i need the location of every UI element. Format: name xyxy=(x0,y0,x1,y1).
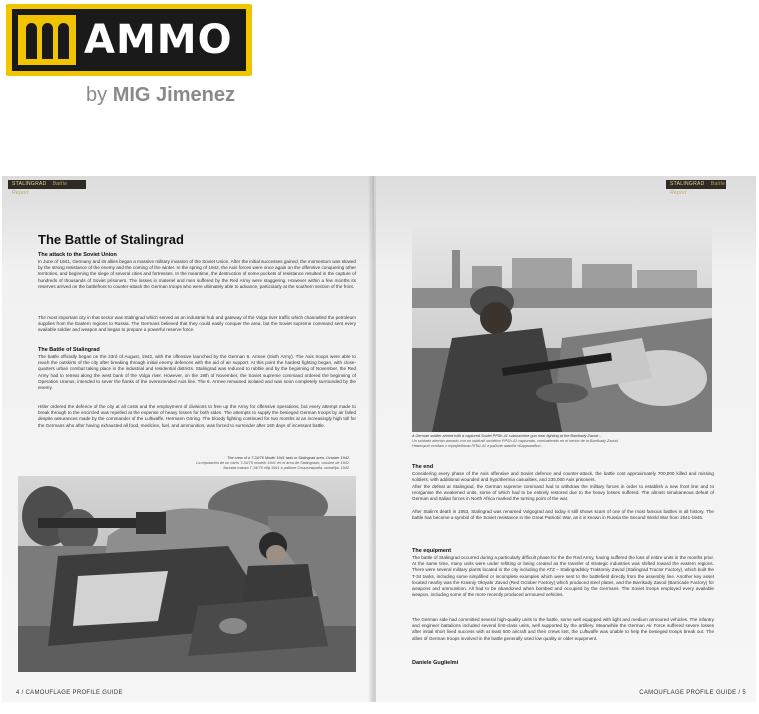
ammo-logo xyxy=(6,4,252,76)
paragraph-end-3: After Stalin's death in 1953, Stalingrad was renamed Volgograd and today it still shows scars of one of the most famous battles in all history. The battle has become a symbol of the Soviet resistance in the Great Patriotic War, as it is known in Russia the Second World War from 1941-1945. xyxy=(412,509,714,521)
right-tag-sub: Battle Report xyxy=(670,181,726,196)
right-photo-caption xyxy=(412,434,712,448)
paragraph-equipment-1: The battle of Stalingrad occurred during a particularly difficult phase for the the Red Army, having suffered the loss of entire units in the months prior. At the same time, many units were under refitting or being created as the transfer of strategic industries was shifted toward the eastern regions. There were several military plants located in the city including the ATZ – Stalingradskiy Traktorniy Zavod (Stalingrad Tractor Factory), which built the T-34 tanks, including some simplified or incomplete examples which were sent to the battlefield directly from the assembly line. Another key asset located nearby was the Krasniy Oktyabr Zavod (Red October Factory) which produced steel plates, and the Barrikady Zavod (Barricade Factory) for weapons and ammunition. All had to be abandoned when bombed and occupied by the Germans. The Soviet troops employed every available weapon, including some of the more recently produced armoured vehicles. xyxy=(412,555,714,598)
page-title: The Battle of Stalingrad xyxy=(38,232,184,247)
paragraph-battle-2: Hitler ordered the defence of the city at all costs and the employment of divisions to free up the Army for offensive operations, but every attempt made to break through to the encircled was repelled at the expense of heavy losses for both sides. The attempts to supply the besieged German troops by air failed despite assurances made by the commander of the Luftwaffe, Hermann Göring. The bloody fighting continued for two months at an increasingly high toll for the Germans who after having exhausted all food, medicine, fuel, and ammunition, was forced to surrender after 160 days of incessant battle. xyxy=(38,404,356,428)
caption-en: A German soldier armed with a captured Soviet PPSh-41 submachine gun near fighting at the Barrikady Zavod ... xyxy=(412,434,603,438)
tank-crew-photo-art xyxy=(18,476,356,672)
caption-en: The crew of a T-34/76 Model 1941 tank in Stalingrad area, October 1942. xyxy=(227,456,350,460)
paragraph-battle-1: The battle officially began on the 23rd of August, 1942, with the offensive launched by the German 6. Armee (Sixth Army). The Axis troops were able to reach the outskirts of the city after breaking through initial enemy defences with the aid of air support. At this point the hardest fighting began, with close-quarters urban combat taking place in the industrial and residential districts. Stalingrad was reduced to rubble and by the beginning of November, the Red Army had to retreat along the west bank of the Volga river. However, on the 19th of November, the Soviet supreme command ordered the beginning of Operation Uranus, intended to sever the flanks of the overextended Axis line. The 6. Armee remained isolated and was soon completely surrounded by the enemy. xyxy=(38,354,356,391)
german-soldier-photo xyxy=(412,228,712,432)
paragraph-end-1: Considering every phase of the Axis offensive and Soviet defence and counter-attack, the battle cost approximately 700,000 killed and missing soldiers, with additional wounded and hypothermia casualties, and 235,000 Axis prisoners. xyxy=(412,471,714,483)
caption-es: La tripulación de un carro T-34/76 modelo 1941 en el área de Stalingrado, octubre de 1942. xyxy=(196,460,350,465)
bullets-icon xyxy=(18,15,76,65)
paragraph-equipment-2: The German side had committed several high-quality units to the battle, some well equipped with light and medium armoured vehicles. The infantry and engineer battalions included several first-class units, well supported by the artillery. Meanwhile the German Air Force suffered severe losses after initial short lived success with at least 500 aircraft and their crews lost, the Luftwaffe was unable to help the besieged troops break out. The allies of German troops involved in the battle generally used low quality or older equipment. xyxy=(412,617,714,641)
byline-prefix: by xyxy=(86,84,108,106)
section-heading-end: The end xyxy=(412,464,434,470)
caption-ru: Немецкий солдат с трофейным ППШ-41 в районе завода «Баррикады». xyxy=(412,443,542,448)
right-tag-label: STALINGRAD xyxy=(670,181,705,187)
book-spread xyxy=(2,176,756,702)
byline-name: MIG Jimenez xyxy=(112,84,235,106)
right-page-tag xyxy=(666,180,726,196)
logo-panel xyxy=(12,9,246,71)
left-page-footer: 4 / CAMOUFLAGE PROFILE GUIDE xyxy=(16,690,123,696)
logo-wordmark: AMMO xyxy=(84,17,233,63)
right-page-footer: CAMOUFLAGE PROFILE GUIDE / 5 xyxy=(639,690,746,696)
byline xyxy=(86,84,235,107)
left-photo-caption xyxy=(90,456,350,470)
left-page-tag xyxy=(8,180,86,196)
tank-crew-photo xyxy=(18,476,356,672)
caption-ru: Экипаж танка Т-34/76 обр.1941 в районе Сталинграда, октябрь 1942. xyxy=(222,465,350,470)
caption-es: Un soldado alemán armado con un subfusil soviético PPSh-41 capturado, combatiendo en el sector de la Barrikady Zavod. xyxy=(412,438,619,443)
left-page xyxy=(2,176,374,702)
section-heading-attack: The attack to the Soviet Union xyxy=(38,252,117,258)
paragraph-end-2: After the defeat at Stalingrad, the German supreme command had to withdraw the military forces in order to establish a new front line and to reorganise the weakened units, some of which had to be entirely restored due to the heavy losses suffered. The almost simultaneous defeat of German and Italian forces in North Africa marked the turning point of the war. xyxy=(412,484,714,502)
section-heading-equipment: The equipment xyxy=(412,548,452,554)
author-name: Daniele Guglielmi xyxy=(412,660,459,666)
left-tag-label: STALINGRAD xyxy=(12,181,47,187)
german-soldier-photo-art xyxy=(412,228,712,432)
left-tag-sub: Battle Report xyxy=(12,181,68,196)
paragraph-attack-2: The most important city in that sector was Stalingrad which served as an industrial hub and gateway of the Volga river traffic which channelled the petroleum supplies from the Eastern regions to Russia. The Germans believed that they could easily conquer the area, but the Soviet supreme command sent every available soldier and weapon and began to prepare a powerful reserve force. xyxy=(38,315,356,333)
right-page xyxy=(376,176,756,702)
section-heading-battle: The Battle of Stalingrad xyxy=(38,347,100,353)
paragraph-attack-1: In June of 1941, Germany and its allies began a massive military invasion of the Soviet Union. After the initial successes gained, the momentum was slowed by the strong resistance of the enemy and the coming of the winter. In the spring of 1942, the Axis forces were once again on the offensive conquering other territories, and beginning the siege of several cities and fortresses. In the meantime, the destruction of some pockets of resistance resulted in the capture of hundreds of thousands of Soviet prisoners. The losses in materiel and men suffered by the Red Army were staggering. However within a few months its reserves arrived on the battlefront to counter-attack the German troops who were ultimately able to advance, particularly at the southern section of the front. xyxy=(38,259,356,289)
